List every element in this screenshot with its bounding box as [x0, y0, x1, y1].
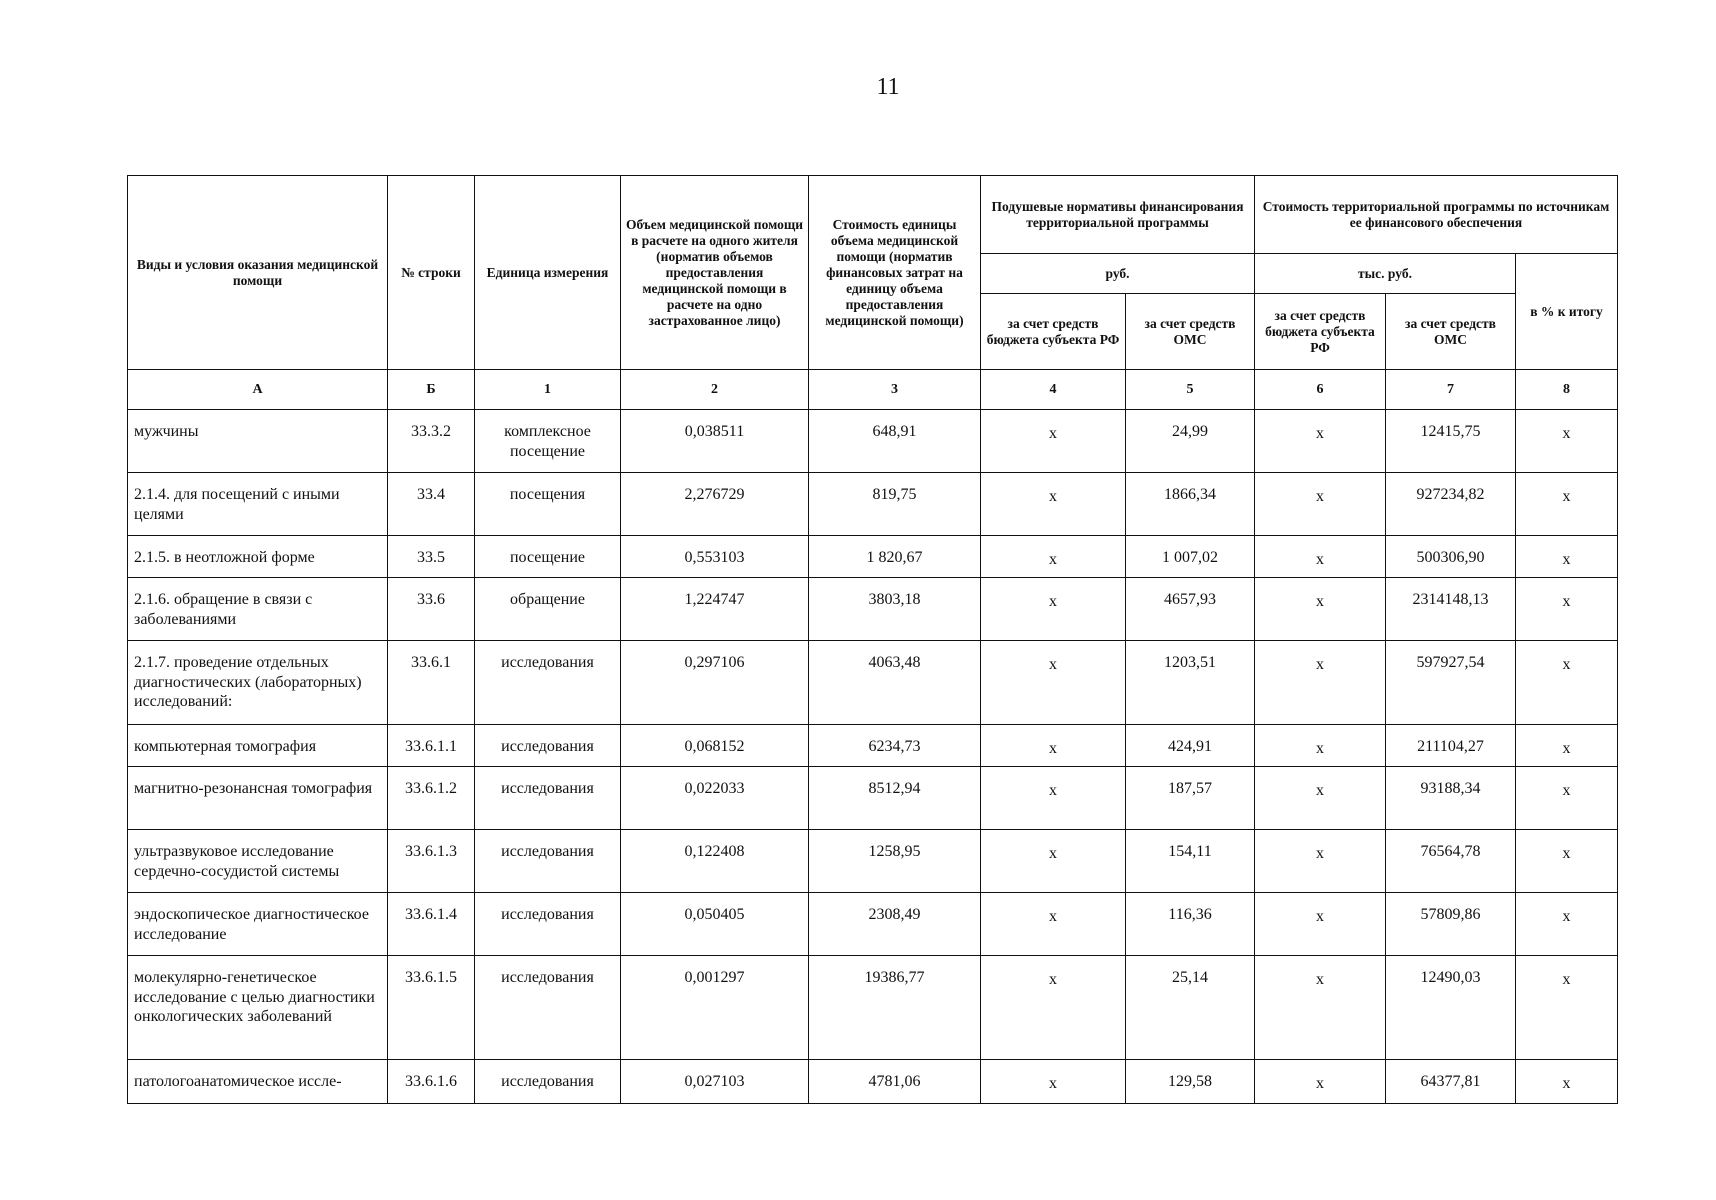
row-unit: исследования — [475, 1060, 621, 1104]
table-row — [128, 641, 1618, 725]
row-name: молекулярно-генетическое исследование с целью диагностики онкологических заболеваний — [128, 956, 388, 1060]
row-oms-thousand: 12490,03 — [1386, 956, 1516, 1060]
header-col-3: Стоимость единицы объема медицинской помощи (норматив финансовых затрат на единицу объема предоставления медицинской помощи) — [809, 176, 981, 370]
row-code: 33.6.1 — [388, 641, 475, 725]
row-code: 33.6.1.4 — [388, 893, 475, 956]
row-code: 33.5 — [388, 536, 475, 578]
header-unit-rub: руб. — [981, 254, 1255, 294]
row-percent: х — [1516, 473, 1618, 536]
row-volume: 0,297106 — [621, 641, 809, 725]
row-percent: х — [1516, 536, 1618, 578]
row-code: 33.4 — [388, 473, 475, 536]
row-code: 33.6.1.6 — [388, 1060, 475, 1104]
row-code: 33.6.1.1 — [388, 725, 475, 767]
row-code: 33.6.1.2 — [388, 767, 475, 830]
row-unit-cost: 1 820,67 — [809, 536, 981, 578]
row-budget-rub: х — [981, 767, 1126, 830]
row-unit: посещение — [475, 536, 621, 578]
row-unit: посещения — [475, 473, 621, 536]
row-unit-cost: 648,91 — [809, 410, 981, 473]
row-name: ультразвуковое исследование сердечно-сосудистой системы — [128, 830, 388, 893]
row-budget-rub: х — [981, 410, 1126, 473]
row-oms-rub: 129,58 — [1126, 1060, 1255, 1104]
row-unit-cost: 3803,18 — [809, 578, 981, 641]
row-volume: 0,050405 — [621, 893, 809, 956]
row-unit: исследования — [475, 641, 621, 725]
row-unit-cost: 1258,95 — [809, 830, 981, 893]
header-col-5: за счет средств ОМС — [1126, 294, 1255, 370]
row-oms-thousand: 12415,75 — [1386, 410, 1516, 473]
column-number: 5 — [1126, 370, 1255, 410]
column-number: Б — [388, 370, 475, 410]
table-row — [128, 767, 1618, 830]
table-row — [128, 536, 1618, 578]
row-budget-thousand: х — [1255, 956, 1386, 1060]
column-numbers-row — [128, 370, 1618, 410]
row-unit: исследования — [475, 830, 621, 893]
header-col-2: Объем медицинской помощи в расчете на одного жителя (норматив объемов предоставления медицинской помощи в расчете на одно застрахованное лицо) — [621, 176, 809, 370]
row-oms-thousand: 211104,27 — [1386, 725, 1516, 767]
row-oms-rub: 1866,34 — [1126, 473, 1255, 536]
header-col-7: за счет средств ОМС — [1386, 294, 1516, 370]
row-unit-cost: 2308,49 — [809, 893, 981, 956]
row-unit-cost: 4781,06 — [809, 1060, 981, 1104]
row-budget-rub: х — [981, 641, 1126, 725]
column-number: 1 — [475, 370, 621, 410]
row-volume: 0,001297 — [621, 956, 809, 1060]
row-percent: х — [1516, 1060, 1618, 1104]
row-budget-rub: х — [981, 956, 1126, 1060]
header-col-a: Виды и условия оказания медицинской помощи — [128, 176, 388, 370]
row-unit: исследования — [475, 767, 621, 830]
table-row — [128, 410, 1618, 473]
row-unit: обращение — [475, 578, 621, 641]
column-number: 3 — [809, 370, 981, 410]
row-budget-thousand: х — [1255, 536, 1386, 578]
row-unit: исследования — [475, 893, 621, 956]
row-volume: 0,068152 — [621, 725, 809, 767]
row-code: 33.6.1.5 — [388, 956, 475, 1060]
row-name: патологоанатомическое иссле- — [128, 1060, 388, 1104]
column-number: 2 — [621, 370, 809, 410]
header-col-4: за счет средств бюджета субъекта РФ — [981, 294, 1126, 370]
row-budget-thousand: х — [1255, 473, 1386, 536]
row-name: эндоскопическое диагностическое исследование — [128, 893, 388, 956]
table-row — [128, 1060, 1618, 1104]
row-percent: х — [1516, 410, 1618, 473]
row-oms-rub: 187,57 — [1126, 767, 1255, 830]
row-name: 2.1.7. проведение отдельных диагностических (лабораторных) исследований: — [128, 641, 388, 725]
column-number: 6 — [1255, 370, 1386, 410]
row-unit-cost: 4063,48 — [809, 641, 981, 725]
row-oms-thousand: 93188,34 — [1386, 767, 1516, 830]
row-budget-rub: х — [981, 1060, 1126, 1104]
row-budget-rub: х — [981, 893, 1126, 956]
row-budget-rub: х — [981, 578, 1126, 641]
header-col-b: № строки — [388, 176, 475, 370]
row-budget-rub: х — [981, 725, 1126, 767]
row-oms-rub: 154,11 — [1126, 830, 1255, 893]
row-unit-cost: 19386,77 — [809, 956, 981, 1060]
row-oms-thousand: 64377,81 — [1386, 1060, 1516, 1104]
table-row — [128, 893, 1618, 956]
row-unit: исследования — [475, 725, 621, 767]
row-budget-thousand: х — [1255, 1060, 1386, 1104]
row-code: 33.3.2 — [388, 410, 475, 473]
row-oms-rub: 116,36 — [1126, 893, 1255, 956]
row-oms-thousand: 927234,82 — [1386, 473, 1516, 536]
row-unit-cost: 8512,94 — [809, 767, 981, 830]
row-volume: 0,027103 — [621, 1060, 809, 1104]
row-volume: 0,553103 — [621, 536, 809, 578]
row-budget-thousand: х — [1255, 830, 1386, 893]
row-volume: 0,022033 — [621, 767, 809, 830]
row-budget-rub: х — [981, 473, 1126, 536]
row-budget-thousand: х — [1255, 641, 1386, 725]
row-oms-rub: 25,14 — [1126, 956, 1255, 1060]
row-percent: х — [1516, 578, 1618, 641]
row-unit-cost: 819,75 — [809, 473, 981, 536]
row-budget-thousand: х — [1255, 578, 1386, 641]
header-unit-thousand-rub: тыс. руб. — [1255, 254, 1516, 294]
row-percent: х — [1516, 830, 1618, 893]
row-name: 2.1.5. в неотложной форме — [128, 536, 388, 578]
row-volume: 0,122408 — [621, 830, 809, 893]
row-name: 2.1.4. для посещений с иными целями — [128, 473, 388, 536]
header-col-1: Единица измерения — [475, 176, 621, 370]
row-oms-thousand: 57809,86 — [1386, 893, 1516, 956]
row-percent: х — [1516, 956, 1618, 1060]
table-row — [128, 473, 1618, 536]
row-oms-thousand: 597927,54 — [1386, 641, 1516, 725]
column-number: 8 — [1516, 370, 1618, 410]
table-row — [128, 956, 1618, 1060]
column-number: 4 — [981, 370, 1126, 410]
row-code: 33.6.1.3 — [388, 830, 475, 893]
row-name: компьютерная томография — [128, 725, 388, 767]
row-percent: х — [1516, 641, 1618, 725]
row-budget-thousand: х — [1255, 893, 1386, 956]
row-unit: комплексное посещение — [475, 410, 621, 473]
row-oms-thousand: 76564,78 — [1386, 830, 1516, 893]
row-name: мужчины — [128, 410, 388, 473]
row-oms-rub: 1203,51 — [1126, 641, 1255, 725]
column-number: 7 — [1386, 370, 1516, 410]
row-oms-thousand: 500306,90 — [1386, 536, 1516, 578]
financing-table — [127, 175, 1618, 1104]
row-oms-rub: 1 007,02 — [1126, 536, 1255, 578]
row-name: магнитно-резонансная томография — [128, 767, 388, 830]
row-code: 33.6 — [388, 578, 475, 641]
header-col-8: в % к итогу — [1516, 254, 1618, 370]
row-volume: 1,224747 — [621, 578, 809, 641]
row-percent: х — [1516, 767, 1618, 830]
row-oms-thousand: 2314148,13 — [1386, 578, 1516, 641]
header-col-6: за счет средств бюджета субъекта РФ — [1255, 294, 1386, 370]
row-unit-cost: 6234,73 — [809, 725, 981, 767]
row-volume: 0,038511 — [621, 410, 809, 473]
row-oms-rub: 424,91 — [1126, 725, 1255, 767]
table-row — [128, 725, 1618, 767]
row-budget-rub: х — [981, 830, 1126, 893]
row-unit: исследования — [475, 956, 621, 1060]
row-percent: х — [1516, 725, 1618, 767]
row-budget-rub: х — [981, 536, 1126, 578]
column-number: А — [128, 370, 388, 410]
row-budget-thousand: х — [1255, 725, 1386, 767]
row-budget-thousand: х — [1255, 767, 1386, 830]
row-name: 2.1.6. обращение в связи с заболеваниями — [128, 578, 388, 641]
table-row — [128, 578, 1618, 641]
row-volume: 2,276729 — [621, 473, 809, 536]
row-oms-rub: 24,99 — [1126, 410, 1255, 473]
row-oms-rub: 4657,93 — [1126, 578, 1255, 641]
page-number: 11 — [876, 74, 900, 100]
header-group-per-capita: Подушевые нормативы финансирования территориальной программы — [981, 176, 1255, 254]
row-budget-thousand: х — [1255, 410, 1386, 473]
header-group-cost: Стоимость территориальной программы по источникам ее финансового обеспечения — [1255, 176, 1618, 254]
row-percent: х — [1516, 893, 1618, 956]
table-row — [128, 830, 1618, 893]
